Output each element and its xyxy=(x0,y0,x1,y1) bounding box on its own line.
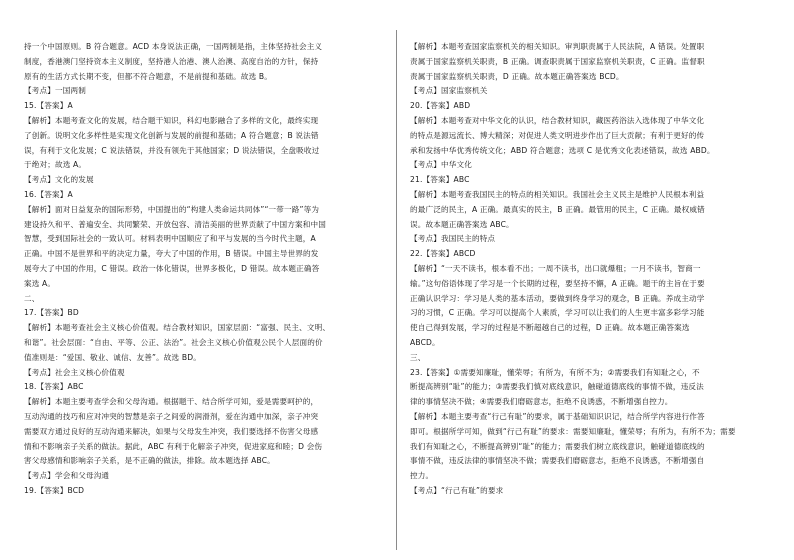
text-line: 【考点】国家监察机关 xyxy=(410,86,488,96)
text-line: 【解析】本题考查国家监察机关的相关知识。审判职责属于人民法院，A 错误。处置职 xyxy=(410,42,705,51)
text-line: 17.【答案】BD xyxy=(24,308,79,318)
text-line: 22.【答案】ABCD xyxy=(410,249,476,259)
text-line: 【解析】面对日益复杂的国际形势，中国提出的“构建人类命运共同体”“一带一路”等为 xyxy=(24,204,320,214)
text-line: 害父母感情和影响亲子关系，是不正确的做法，排除。故本题选择 ABC。 xyxy=(24,456,275,466)
text-line: 持一个中国原则。B 符合题意。ACD 本身说法正确，一国两制是指，主体坚持社会主义 xyxy=(24,42,323,51)
text-line: 控力。 xyxy=(410,471,434,481)
left-column xyxy=(24,40,372,499)
text-line: 【考点】社会主义核心价值观 xyxy=(24,367,125,377)
text-line: 案选 A。 xyxy=(24,278,56,288)
text-line: 二、 xyxy=(24,293,40,303)
text-line: 【解析】“一天不读书，根本看不出；一周不读书，出口就爆粗；一月不读书，智商一 xyxy=(410,263,701,273)
text-line: 三、 xyxy=(410,352,426,362)
text-line: 使自己得到发展，学习的过程是不断超越自己的过程，D 正确。故本题正确答案选 xyxy=(410,323,690,333)
text-line: 习的习惯，C 正确。学习可以提高个人素质，学习可以让我们的人生更丰富多彩学习能 xyxy=(410,308,705,318)
right-column xyxy=(410,40,758,499)
text-line: 【解析】本题主要考查学会和父母沟通。根据题干、结合所学可知，爱是需要呵护的， xyxy=(24,397,319,407)
text-line: 责属于国家监察机关职责，B 正确。调查职责属于国家监察机关职责，C 正确。监督职 xyxy=(410,56,705,66)
text-line: 了创新。说明文化多样性是实现文化创新与发展的前提和基础；A 符合题意；B 说法错 xyxy=(24,130,319,140)
text-line: 【解析】本题考查社会主义核心价值观。结合教材知识，国家层面：“富强、民主、文明、 xyxy=(24,323,331,333)
text-line: 值准则是：“爱国、敬业、诚信、友善”。故选 BD。 xyxy=(24,352,201,362)
text-line: 【考点】中华文化 xyxy=(410,160,472,170)
text-line: 18.【答案】ABC xyxy=(24,382,84,392)
text-line: 律的事情坚决不做；④需要我们磨砺意志，拒绝不良诱惑，不断增强自控力。 xyxy=(410,397,673,407)
text-line: 【考点】“行己有耻”的要求 xyxy=(410,485,504,495)
text-line: 制度，香港澳门坚持资本主义制度，坚持港人治港、澳人治澳、高度自治的方针，保持 xyxy=(24,56,319,66)
text-line: 输。”这句俗语体现了学习是一个长期的过程，要坚持不懈，A 正确。题干的主旨在于要 xyxy=(410,278,705,288)
text-line: 我们有知耻之心，不断提高辨别“耻”的能力；需要我们树立底线意识，触碰道德底线的 xyxy=(410,441,705,451)
text-line: 15.【答案】A xyxy=(24,101,73,111)
text-line: 正确。中国不是世界和平的决定力量，夸大了中国的作用，B 错误。中国主导世界的发 xyxy=(24,249,319,259)
text-line: 事情不做，违反法律的事情坚决不做；需要我们磨砺意志，拒绝不良诱惑，不断增强自 xyxy=(410,456,705,466)
text-line: 【解析】本题考查文化的发展，结合题干知识，科幻电影融合了多样的文化，最终实现 xyxy=(24,115,319,125)
text-line: 【考点】学会和父母沟通 xyxy=(24,471,110,481)
text-line: 原有的生活方式长期不变，但都不符合题意，不是前提和基础。故选 B。 xyxy=(24,71,272,81)
text-line: 21.【答案】ABC xyxy=(410,175,470,185)
text-line: 承和发扬中华优秀传统文化；ABD 符合题意；选项 C 是优秀文化表述错误，故选 ABD。 xyxy=(410,145,715,155)
text-line: 展夸大了中国的作用，C 错误。政治一体化错误，世界多极化，D 错误。故本题正确答 xyxy=(24,263,320,273)
text-line: 需要双方通过良好的互动沟通来解决，如果与父母发生冲突，我们要选择不伤害父母感 xyxy=(24,426,319,436)
text-line: 20.【答案】ABD xyxy=(410,101,471,111)
text-line: 的最广泛的民主，A 正确。最真实的民主，B 正确。最管用的民主，C 正确。最权威错 xyxy=(410,204,705,214)
text-line: 【解析】本题主要考查“行己有耻”的要求，属于基础知识识记，结合所学内容进行作答 xyxy=(410,411,705,421)
text-line: 情和不影响亲子关系的做法。据此，ABC 有利于化解亲子冲突，促进家庭和睦；D 会伤 xyxy=(24,441,323,451)
text-line: 19.【答案】BCD xyxy=(24,485,85,495)
text-line: 【考点】一国两制 xyxy=(24,86,86,96)
text-line: 和谐”。社会层面：“自由、平等、公正、法治”。社会主义核心价值观公民个人层面的价 xyxy=(24,337,323,347)
text-line: 正确认识学习：学习是人类的基本活动，要做到终身学习的观念，B 正确。养成主动学 xyxy=(410,293,705,303)
column-divider xyxy=(396,30,397,550)
text-line: ABCD。 xyxy=(410,337,440,347)
text-line: 【考点】我国民主的特点 xyxy=(410,234,496,244)
text-line: 【解析】本题考查对中华文化的认识，结合教材知识，藏医药浴法入选体现了中华文化 xyxy=(410,115,705,125)
text-line: 【解析】本题考查我国民主的特点的相关知识。我国社会主义民主是维护人民根本利益 xyxy=(410,189,705,199)
text-line: 于绝对；故选 A。 xyxy=(24,160,87,170)
text-line: 即可。根据所学可知，做到“行己有耻”的要求：需要知廉耻，懂荣辱；有所为，有所不为；需要 xyxy=(410,426,736,436)
text-line: 的特点是源远流长、博大精深；对促进人类文明进步作出了巨大贡献；有利于更好的传 xyxy=(410,130,705,140)
text-line: 责属于国家监察机关职责，D 正确。故本题正确答案选 BCD。 xyxy=(410,71,624,81)
text-line: 智慧，受到国际社会的一致认可。材料表明中国顺应了和平与发展的当今时代主题，A xyxy=(24,234,316,244)
text-line: 【考点】文化的发展 xyxy=(24,175,94,185)
text-line: 23.【答案】①需要知廉耻，懂荣辱；有所为，有所不为；②需要我们有知耻之心，不 xyxy=(410,367,700,377)
text-line: 断提高辨别“耻”的能力；③需要我们慎对底线意识，触碰道德底线的事情不做，违反法 xyxy=(410,382,704,392)
text-line: 误。故本题正确答案选 ABC。 xyxy=(410,219,514,229)
text-line: 16.【答案】A xyxy=(24,189,73,199)
text-line: 互动沟通的技巧和应对冲突的智慧是亲子之间爱的润滑剂，爱在沟通中加深，亲子冲突 xyxy=(24,411,319,421)
text-line: 建设持久和平、普遍安全、共同繁荣、开放包容、清洁美丽的世界贡献了中国方案和中国 xyxy=(24,219,327,229)
text-line: 误，有利于文化发展；C 说法错误，并没有领先于其他国家；D 说法错误，全盘吸收过 xyxy=(24,145,320,155)
